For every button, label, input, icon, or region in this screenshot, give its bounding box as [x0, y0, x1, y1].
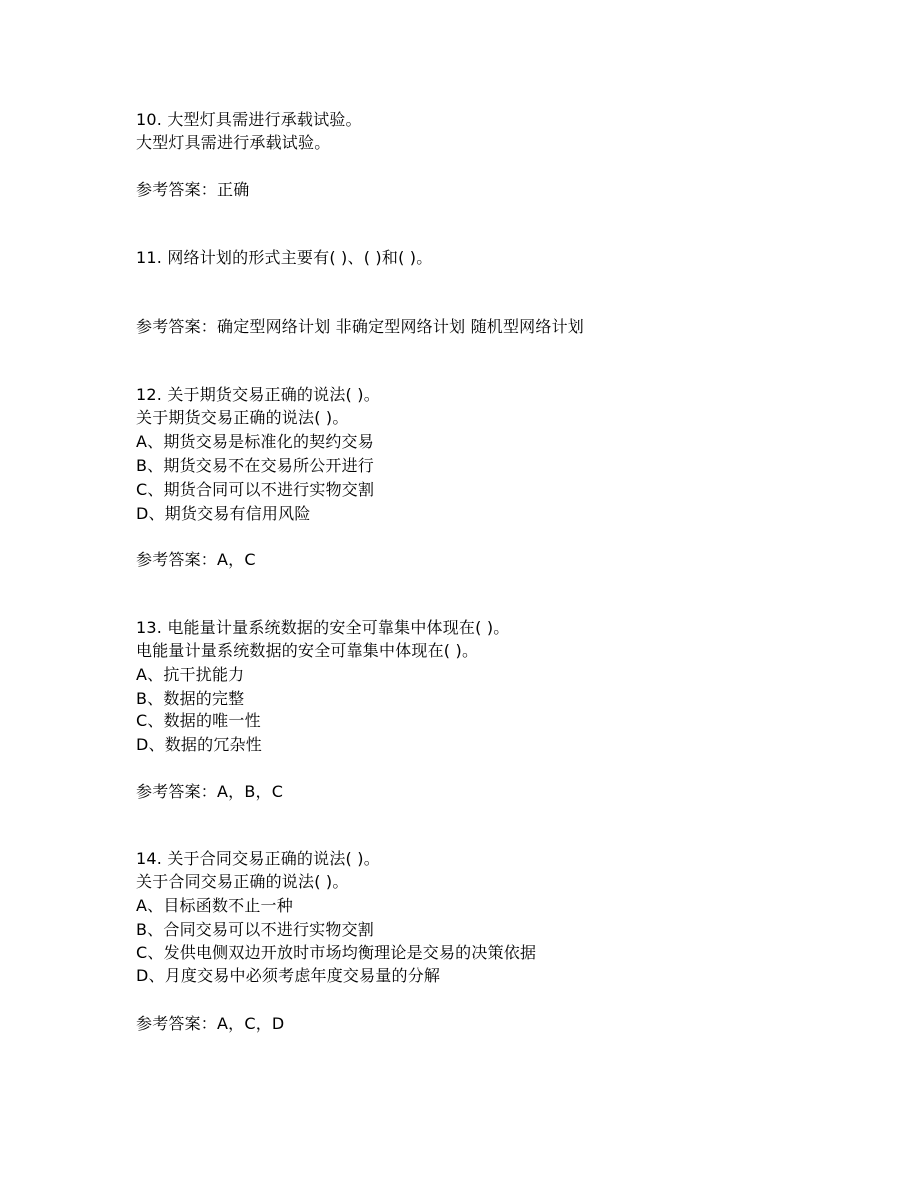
question-10-stem: 大型灯具需进行承载试验。: [136, 133, 331, 152]
question-12-answer: 参考答案：A，C: [136, 550, 256, 569]
question-14-option-a: A、目标函数不止一种: [136, 896, 293, 915]
question-10-title: 10. 大型灯具需进行承载试验。: [136, 110, 362, 129]
question-12-option-c: C、期货合同可以不进行实物交割: [136, 480, 375, 499]
question-14-stem: 关于合同交易正确的说法( )。: [136, 872, 349, 891]
question-14-option-c: C、发供电侧双边开放时市场均衡理论是交易的决策依据: [136, 943, 537, 962]
question-14-title: 14. 关于合同交易正确的说法( )。: [136, 849, 380, 868]
question-12-option-d: D、期货交易有信用风险: [136, 504, 311, 523]
question-14-answer: 参考答案：A，C，D: [136, 1014, 285, 1033]
question-13-option-c: C、数据的唯一性: [136, 711, 261, 730]
question-13-title: 13. 电能量计量系统数据的安全可靠集中体现在( )。: [136, 618, 510, 637]
question-11-title: 11. 网络计划的形式主要有( )、( )和( )。: [136, 248, 433, 267]
question-14-option-b: B、合同交易可以不进行实物交割: [136, 920, 374, 939]
question-13-stem: 电能量计量系统数据的安全可靠集中体现在( )。: [136, 641, 479, 660]
question-13-option-a: A、抗干扰能力: [136, 665, 245, 684]
question-14-option-d: D、月度交易中必须考虑年度交易量的分解: [136, 966, 441, 985]
question-13-option-d: D、数据的冗杂性: [136, 735, 262, 754]
question-13-option-b: B、数据的完整: [136, 689, 245, 708]
question-11-answer: 参考答案：确定型网络计划 非确定型网络计划 随机型网络计划: [136, 317, 584, 336]
question-10-answer: 参考答案：正确: [136, 180, 250, 199]
question-13-answer: 参考答案：A，B，C: [136, 782, 284, 801]
question-12-option-b: B、期货交易不在交易所公开进行: [136, 456, 374, 475]
question-12-title: 12. 关于期货交易正确的说法( )。: [136, 385, 380, 404]
question-12-option-a: A、期货交易是标准化的契约交易: [136, 432, 374, 451]
question-12-stem: 关于期货交易正确的说法( )。: [136, 408, 349, 427]
